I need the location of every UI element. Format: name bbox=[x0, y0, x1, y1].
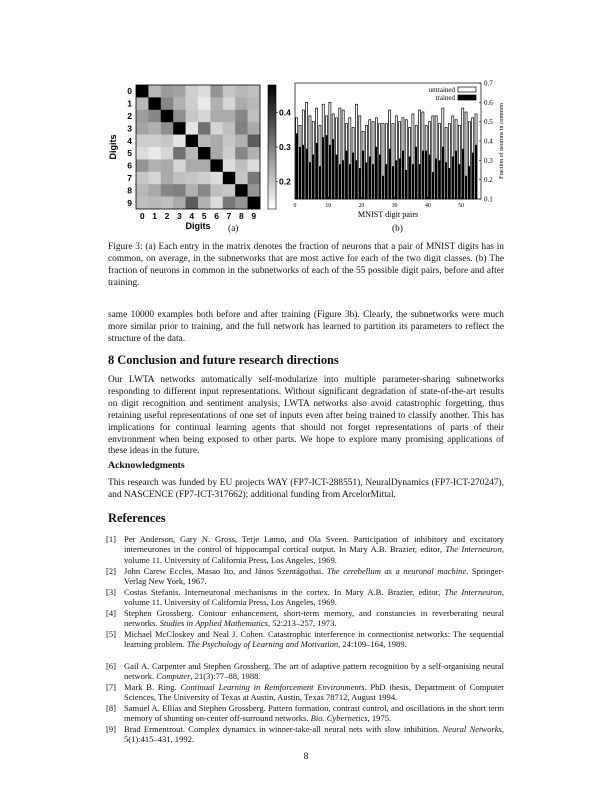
reference-number: [9] bbox=[106, 724, 116, 734]
heatmap-y-tick-label: 5 bbox=[127, 148, 132, 159]
heatmap-cell bbox=[148, 110, 161, 123]
reference-number: [7] bbox=[106, 682, 116, 692]
heatmap-cell bbox=[210, 122, 223, 135]
reference-text: Brad Ermentrout. Complex dynamics in winner-take-all neural nets with slow inhibition. Neural Networks, 5(1):415–431, 1992. bbox=[124, 724, 504, 745]
references-title: References bbox=[108, 511, 166, 525]
heatmap-cell bbox=[173, 97, 186, 110]
heatmap-y-tick-label: 7 bbox=[127, 173, 132, 183]
reference-number: [1] bbox=[106, 534, 116, 544]
bar-chart-y-tick-label: 0.3 bbox=[484, 156, 493, 165]
reference-number: [4] bbox=[106, 608, 116, 618]
heatmap-cell bbox=[223, 110, 236, 123]
bar-trained bbox=[352, 153, 354, 199]
bar-trained bbox=[415, 147, 417, 199]
heatmap-cell bbox=[173, 110, 186, 123]
reference-number: [6] bbox=[106, 661, 116, 671]
heatmap-cell bbox=[173, 172, 186, 185]
heatmap-cell bbox=[186, 147, 199, 160]
bar-trained bbox=[399, 158, 401, 199]
heatmap-cell bbox=[161, 97, 174, 110]
heatmap-cell bbox=[173, 85, 186, 98]
heatmap-cell bbox=[248, 197, 261, 210]
heatmap-cell bbox=[223, 197, 236, 210]
reference-number: [2] bbox=[106, 566, 116, 576]
heatmap-cell bbox=[161, 197, 174, 210]
heatmap-cell bbox=[198, 135, 211, 148]
heatmap-cell bbox=[248, 97, 261, 110]
heatmap-x-tick-label: 0 bbox=[139, 211, 145, 221]
heatmap-cell bbox=[223, 122, 236, 135]
panel-label-a: (a) bbox=[228, 224, 239, 234]
heatmap-cells bbox=[136, 85, 260, 209]
heatmap-x-tick-label: 4 bbox=[189, 211, 195, 221]
reference-item bbox=[106, 661, 504, 682]
heatmap-cell bbox=[235, 184, 248, 197]
heatmap-cell bbox=[223, 172, 236, 185]
panel-label-b: (b) bbox=[392, 224, 403, 234]
heatmap-cell bbox=[235, 97, 248, 110]
colorbar-tick-label: 0.3 bbox=[279, 142, 291, 152]
bar-trained bbox=[422, 151, 424, 199]
bar-chart-y-tick-label: 0.5 bbox=[484, 118, 493, 127]
heatmap-cell bbox=[173, 184, 186, 197]
heatmap-cell bbox=[210, 159, 223, 172]
bar-trained bbox=[299, 147, 301, 199]
heatmap-cell bbox=[161, 122, 174, 135]
reference-item bbox=[106, 608, 504, 629]
heatmap-cell bbox=[161, 184, 174, 197]
bar-trained bbox=[409, 156, 411, 199]
heatmap-y-tick-label: 9 bbox=[127, 197, 132, 208]
heatmap-figure bbox=[104, 80, 294, 240]
heatmap-cell bbox=[198, 197, 211, 210]
heatmap-cell bbox=[223, 85, 236, 98]
acknowledgments-text: This research was funded by EU projects WAY (FP7-ICT-288551), NeuralDynamics (FP7-ICT-270247), and NASCENCE (FP7-ICT-317662); additional funding from ArcelorMittal. bbox=[108, 478, 504, 500]
heatmap-cell bbox=[173, 135, 186, 148]
heatmap-y-tick-label: 4 bbox=[127, 135, 132, 146]
colorbar-tick-label: 0.4 bbox=[279, 107, 291, 118]
bar-trained bbox=[365, 162, 367, 199]
heatmap-x-tick-labels bbox=[140, 211, 257, 221]
heatmap-cell bbox=[248, 122, 261, 135]
figure-caption: Figure 3: (a) Each entry in the matrix denotes the fraction of neurons that a pair of MNIST digits has in common, on average, in the subnetworks that are most active for each of the two digit classes. (b) The fraction of neurons in common in the subnetworks of each of the 55 possible digit pairs, before and after training. bbox=[108, 242, 504, 288]
colorbar bbox=[268, 85, 276, 209]
heatmap-cell bbox=[173, 159, 186, 172]
reference-item bbox=[106, 534, 504, 565]
bar-trained bbox=[395, 160, 397, 199]
heatmap-cell bbox=[136, 122, 149, 135]
bar-chart-figure bbox=[286, 78, 512, 220]
heatmap-cell bbox=[198, 122, 211, 135]
reference-text: Per Anderson, Gary N. Gross, Terje Lømo, and Ola Sveen. Participation of inhibitory and excitatory interneurones in the control of hippocampal cortical output. In Mary A.B. Brazier, editor, The Interneuron, volume 11. University of California Press, Los Angeles, 1969. bbox=[124, 534, 504, 565]
bar-trained bbox=[458, 164, 460, 199]
reference-text: Gail A. Carpenter and Stephen Grossberg. The art of adaptive pattern recognition by a self-organising neural network. Computer, 21(3):77–88, 1988. bbox=[124, 661, 504, 682]
heatmap-cell bbox=[148, 122, 161, 135]
bar-chart-y-tick-label: 0.1 bbox=[484, 195, 493, 204]
heatmap-cell bbox=[186, 85, 199, 98]
heatmap-cell bbox=[198, 147, 211, 160]
heatmap-cell bbox=[235, 135, 248, 148]
bar-chart-y-tick-label: 0.4 bbox=[484, 137, 493, 146]
heatmap-cell bbox=[186, 184, 199, 197]
heatmap-x-tick-label: 5 bbox=[201, 211, 207, 221]
heatmap-cell bbox=[210, 85, 223, 98]
bar-trained bbox=[375, 147, 377, 199]
bar-trained bbox=[379, 155, 381, 199]
page-number: 8 bbox=[303, 752, 309, 762]
heatmap-cell bbox=[148, 172, 161, 185]
bar-trained bbox=[302, 145, 304, 199]
bar-trained bbox=[405, 170, 407, 199]
heatmap-cell bbox=[210, 184, 223, 197]
bar-trained bbox=[475, 145, 477, 199]
legend-swatch bbox=[458, 87, 476, 92]
bar-trained bbox=[355, 160, 357, 199]
heatmap-x-tick-label: 3 bbox=[177, 211, 182, 221]
heatmap-cell bbox=[161, 110, 174, 123]
heatmap-y-tick-label: 0 bbox=[127, 86, 132, 97]
bar-trained bbox=[438, 160, 440, 199]
reference-text: Costas Stefanis. Interneuronal mechanisms in the cortex. In Mary A.B. Brazier, editor, The Interneuron, volume 11. University of California Press, Los Angeles, 1969. bbox=[124, 587, 504, 608]
bar-trained bbox=[412, 164, 414, 199]
bar-trained bbox=[322, 137, 324, 199]
bar-chart-x-tick-label: 10 bbox=[325, 203, 332, 209]
heatmap-cell bbox=[173, 197, 186, 210]
heatmap-cell bbox=[173, 147, 186, 160]
heatmap-cell bbox=[198, 172, 211, 185]
reference-text: John Carew Eccles, Masao Ito, and János Szentágothai. The cerebellum as a neuronal machine. Springer-Verlag New York, 1967. bbox=[124, 566, 504, 587]
heatmap-cell bbox=[210, 135, 223, 148]
heatmap-cell bbox=[248, 184, 261, 197]
bar-chart-x-tick-label: 50 bbox=[458, 203, 464, 209]
heatmap-cell bbox=[136, 110, 149, 123]
reference-item bbox=[106, 703, 504, 724]
bar-trained bbox=[419, 164, 421, 199]
heatmap-cell bbox=[210, 172, 223, 185]
bar-trained bbox=[389, 149, 391, 199]
heatmap-cell bbox=[173, 122, 186, 135]
bar-chart-legend bbox=[429, 86, 476, 102]
bar-chart-y-tick-label: 0.2 bbox=[484, 176, 493, 185]
heatmap-cell bbox=[210, 110, 223, 123]
bar-trained bbox=[369, 156, 371, 199]
heatmap-cell bbox=[248, 172, 261, 185]
heatmap-cell bbox=[148, 85, 161, 98]
heatmap-cell bbox=[248, 110, 261, 123]
heatmap-x-axis-label: Digits bbox=[185, 221, 211, 231]
bar-chart-bars bbox=[296, 102, 477, 199]
bar-trained bbox=[468, 166, 470, 199]
bar-trained bbox=[448, 168, 450, 199]
bar-trained bbox=[349, 164, 351, 199]
heatmap-x-tick-label: 7 bbox=[226, 211, 232, 221]
heatmap-cell bbox=[136, 172, 149, 185]
reference-item bbox=[106, 566, 504, 587]
heatmap-cell bbox=[223, 147, 236, 160]
heatmap-cell bbox=[186, 197, 199, 210]
heatmap-x-tick-label: 9 bbox=[251, 211, 257, 221]
bar-trained bbox=[319, 166, 321, 199]
reference-number: [8] bbox=[106, 703, 116, 713]
heatmap-x-tick-label: 1 bbox=[152, 211, 157, 221]
bar-trained bbox=[309, 162, 311, 199]
bar-trained bbox=[345, 151, 347, 199]
bar-trained bbox=[339, 164, 341, 199]
heatmap-cell bbox=[223, 159, 236, 172]
heatmap-cell bbox=[210, 197, 223, 210]
heatmap-cell bbox=[136, 97, 149, 110]
bar-trained bbox=[432, 172, 434, 199]
bar-trained bbox=[465, 176, 467, 199]
heatmap-cell bbox=[186, 110, 199, 123]
bar-trained bbox=[402, 151, 404, 199]
heatmap-cell bbox=[148, 97, 161, 110]
heatmap-cell bbox=[186, 97, 199, 110]
heatmap-cell bbox=[186, 135, 199, 148]
heatmap-y-tick-label: 2 bbox=[127, 111, 132, 121]
bar-chart-y-tick-label: 0.6 bbox=[484, 98, 493, 107]
bar-trained bbox=[306, 149, 308, 199]
heatmap-cell bbox=[198, 110, 211, 123]
heatmap-cell bbox=[210, 147, 223, 160]
heatmap-cell bbox=[186, 172, 199, 185]
heatmap-cell bbox=[223, 97, 236, 110]
heatmap-cell bbox=[136, 159, 149, 172]
heatmap-y-axis-label: Digits bbox=[108, 134, 118, 160]
reference-number: [5] bbox=[106, 629, 116, 639]
bar-chart-x-tick-label: 0 bbox=[293, 203, 297, 209]
heatmap-cell bbox=[161, 85, 174, 98]
reference-text: Samuel A. Ellias and Stephen Grossberg. Pattern formation, contrast control, and oscillations in the short term memory of shunting on-center off-surround networks. Bio. Cybernetics, 1975. bbox=[124, 703, 504, 724]
heatmap-cell bbox=[248, 147, 261, 160]
heatmap-cell bbox=[186, 122, 199, 135]
heatmap-cell bbox=[235, 122, 248, 135]
heatmap-cell bbox=[161, 172, 174, 185]
bar-chart-x-tick-label: 40 bbox=[424, 203, 431, 209]
heatmap-cell bbox=[136, 197, 149, 210]
bar-trained bbox=[362, 151, 364, 199]
body-paragraph-continued: same 10000 examples both before and after training (Figure 3b). Clearly, the subnetworks were much more similar prior to training, and the full network has learned to partition its parameters to reflect the structure of the data. bbox=[108, 310, 504, 344]
heatmap-cell bbox=[223, 135, 236, 148]
reference-text: Michael McCloskey and Neal J. Cohen. Catastrophic interference in connectionist networks: The sequential learning problem. The Psychology of Learning and Motivation, 24:109–164, 1989. bbox=[124, 629, 504, 650]
bar-trained bbox=[342, 160, 344, 199]
bar-chart-y-axis-label: Fraction of neurons in common bbox=[499, 103, 505, 179]
heatmap-y-tick-label: 1 bbox=[127, 98, 132, 109]
legend-label: untrained bbox=[428, 86, 455, 94]
heatmap-cell bbox=[148, 197, 161, 210]
bar-trained bbox=[316, 143, 318, 199]
legend-swatch bbox=[458, 95, 476, 100]
section-title: 8 Conclusion and future research directions bbox=[108, 353, 339, 367]
heatmap-cell bbox=[198, 85, 211, 98]
heatmap-cell bbox=[148, 159, 161, 172]
conclusion-paragraph: Our LWTA networks automatically self-modularize into multiple parameter-sharing subnetworks responding to different input representations. Without significant degradation of state-of-the-art results on digit recognition and sentiment analysis, LWTA networks also avoid catastrophic forgetting, thus retaining useful representations of one set of inputs even after being trained to classify another. This has implications for continual learning agents that should not forget representations of parts of their environment when being exposed to other parts. We hope to explore many promising applications of these ideas in the future. bbox=[108, 375, 504, 457]
bar-chart-x-tick-label: 30 bbox=[391, 203, 398, 209]
heatmap-cell bbox=[148, 147, 161, 160]
reference-item bbox=[106, 724, 504, 745]
bar-trained bbox=[385, 164, 387, 199]
heatmap-cell bbox=[136, 85, 149, 98]
heatmap-cell bbox=[198, 159, 211, 172]
bar-chart-x-axis-label: MNIST digit pairs bbox=[357, 210, 419, 219]
heatmap-cell bbox=[148, 184, 161, 197]
bar-trained bbox=[329, 145, 331, 199]
bar-trained bbox=[452, 156, 454, 199]
heatmap-x-tick-label: 2 bbox=[164, 211, 170, 221]
heatmap-cell bbox=[235, 172, 248, 185]
bar-trained bbox=[296, 133, 298, 199]
bar-trained bbox=[442, 147, 444, 199]
legend-label: trained bbox=[435, 94, 455, 102]
bar-trained bbox=[392, 166, 394, 199]
heatmap-cell bbox=[136, 184, 149, 197]
heatmap-cell bbox=[235, 85, 248, 98]
bar-chart-x-tick-label: 20 bbox=[358, 203, 365, 209]
bar-trained bbox=[312, 155, 314, 199]
colorbar-tick-label: 0.2 bbox=[279, 176, 291, 187]
heatmap-cell bbox=[161, 159, 174, 172]
heatmap-cell bbox=[223, 184, 236, 197]
reference-item bbox=[106, 587, 504, 608]
heatmap-cell bbox=[161, 147, 174, 160]
heatmap-cell bbox=[235, 147, 248, 160]
bar-trained bbox=[445, 162, 447, 199]
bar-trained bbox=[428, 155, 430, 199]
bar-trained bbox=[425, 151, 427, 199]
heatmap-cell bbox=[248, 85, 261, 98]
heatmap-y-tick-labels bbox=[127, 86, 132, 208]
bar-trained bbox=[472, 153, 474, 199]
heatmap-y-tick-label: 6 bbox=[127, 160, 132, 171]
heatmap-cell bbox=[210, 97, 223, 110]
reference-item bbox=[106, 629, 504, 650]
heatmap-cell bbox=[235, 197, 248, 210]
acknowledgments-title: Acknowledgments bbox=[108, 460, 185, 471]
bar-chart-y-tick-label: 0.7 bbox=[484, 79, 493, 88]
heatmap-cell bbox=[198, 184, 211, 197]
heatmap-cell bbox=[235, 110, 248, 123]
heatmap-cell bbox=[248, 135, 261, 148]
reference-number: [3] bbox=[106, 587, 116, 597]
bar-trained bbox=[435, 158, 437, 199]
heatmap-cell bbox=[235, 159, 248, 172]
bar-trained bbox=[326, 135, 328, 199]
reference-text: Mark B. Ring. Continual Learning in Reinforcement Environments. PhD thesis, Department of Computer Sciences, The University of Texas at Austin, Austin, Texas 78712, August 1994. bbox=[124, 682, 504, 703]
heatmap-cell bbox=[186, 159, 199, 172]
heatmap-cell bbox=[148, 135, 161, 148]
heatmap-cell bbox=[136, 147, 149, 160]
heatmap-y-tick-label: 8 bbox=[127, 185, 132, 196]
bar-trained bbox=[372, 164, 374, 199]
bar-trained bbox=[382, 176, 384, 199]
bar-trained bbox=[335, 155, 337, 199]
heatmap-y-tick-label: 3 bbox=[127, 123, 132, 134]
reference-item bbox=[106, 682, 504, 703]
bar-trained bbox=[359, 168, 361, 199]
reference-text: Stephen Grossberg. Contour enhancement, short-term memory, and constancies in reverberating neural networks. Studies in Applied Mathematics, 52:213–257, 1973. bbox=[124, 608, 504, 629]
bar-trained bbox=[332, 139, 334, 199]
heatmap-cell bbox=[161, 135, 174, 148]
heatmap-cell bbox=[198, 97, 211, 110]
heatmap-cell bbox=[248, 159, 261, 172]
heatmap-x-tick-label: 6 bbox=[214, 211, 219, 221]
bar-trained bbox=[455, 151, 457, 199]
heatmap-x-tick-label: 8 bbox=[239, 211, 244, 221]
heatmap-cell bbox=[136, 135, 149, 148]
bar-trained bbox=[462, 149, 464, 199]
